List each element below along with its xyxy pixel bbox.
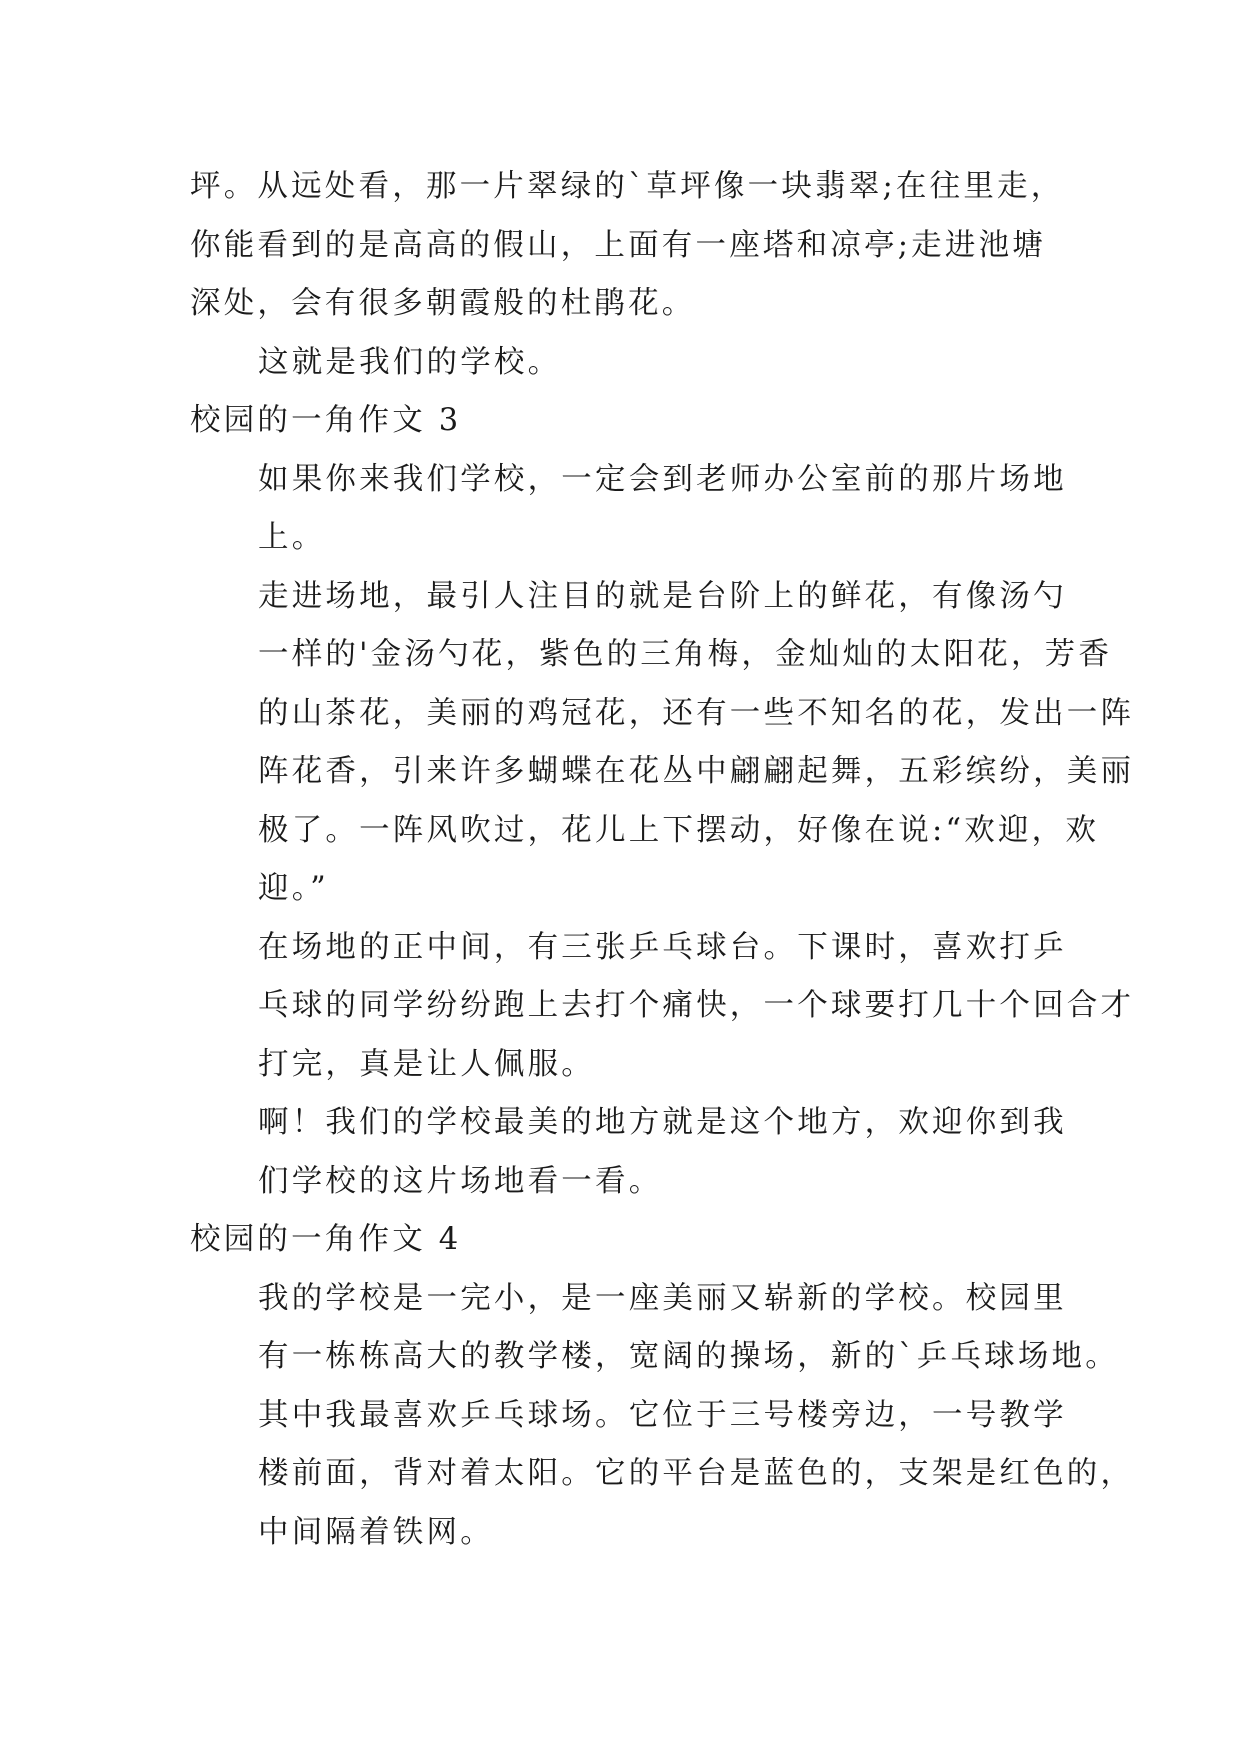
text-line: 坪。从远处看，那一片翠绿的`草坪像一块翡翠;在往里走， [190, 169, 1065, 204]
text-line: 你能看到的是高高的假山，上面有一座塔和凉亭;走进池塘 [190, 227, 1046, 263]
text-line: 啊！我们的学校最美的地方就是这个地方，欢迎你到我 [258, 1105, 1067, 1140]
text-line: 在场地的正中间，有三张乒乓球台。下课时，喜欢打乒 [258, 929, 1067, 965]
paragraph [190, 1270, 1119, 1387]
section-heading [190, 1211, 1060, 1270]
text-line: 乓球的同学纷纷跑上去打个痛快，一个球要打几十个回合才 [258, 988, 1135, 1023]
text-line: 迎。” [258, 871, 329, 906]
section-heading [190, 392, 1060, 451]
text-line: 楼前面，背对着太阳。它的平台是蓝色的，支架是红色的， [258, 1456, 1135, 1491]
text-line: 阵花香，引来许多蝴蝶在花丛中翩翩起舞，五彩缤纷，美丽 [258, 754, 1135, 789]
text-line: 深处，会有很多朝霞般的杜鹃花。 [190, 286, 696, 321]
paragraph [190, 158, 1065, 334]
paragraph [190, 1094, 1067, 1211]
text-line: 上。 [258, 520, 326, 555]
text-line: 校园的一角作文 3 [190, 403, 462, 438]
text-line: 中间隔着铁网。 [258, 1514, 494, 1550]
text-line: 一样的'金汤勺花，紫色的三角梅，金灿灿的太阳花，芳香 [258, 637, 1113, 672]
text-line: 打完，真是让人佩服。 [258, 1046, 595, 1082]
text-line: 这就是我们的学校。 [258, 344, 562, 380]
text-line: 如果你来我们学校，一定会到老师办公室前的那片场地 [258, 461, 1067, 497]
text-line: 的山茶花，美丽的鸡冠花，还有一些不知名的花，发出一阵 [258, 695, 1135, 731]
text-line: 极了。一阵风吹过，花儿上下摆动，好像在说:“欢迎，欢 [258, 812, 1100, 848]
paragraph [190, 1387, 1135, 1563]
text-line: 校园的一角作文 4 [190, 1222, 462, 1257]
document-body [190, 158, 1135, 1562]
paragraph [190, 334, 1060, 393]
paragraph [190, 919, 1135, 1095]
text-line: 走进场地，最引人注目的就是台阶上的鲜花，有像汤勺 [258, 578, 1067, 614]
text-line: 们学校的这片场地看一看。 [258, 1163, 663, 1199]
paragraph [190, 568, 1135, 919]
text-line: 有一栋栋高大的教学楼，宽阔的操场，新的`乒乓球场地。 [258, 1339, 1119, 1374]
paragraph [190, 451, 1067, 568]
text-line: 其中我最喜欢乒乓球场。它位于三号楼旁边，一号教学 [258, 1397, 1067, 1433]
text-line: 我的学校是一完小，是一座美丽又崭新的学校。校园里 [258, 1280, 1067, 1316]
